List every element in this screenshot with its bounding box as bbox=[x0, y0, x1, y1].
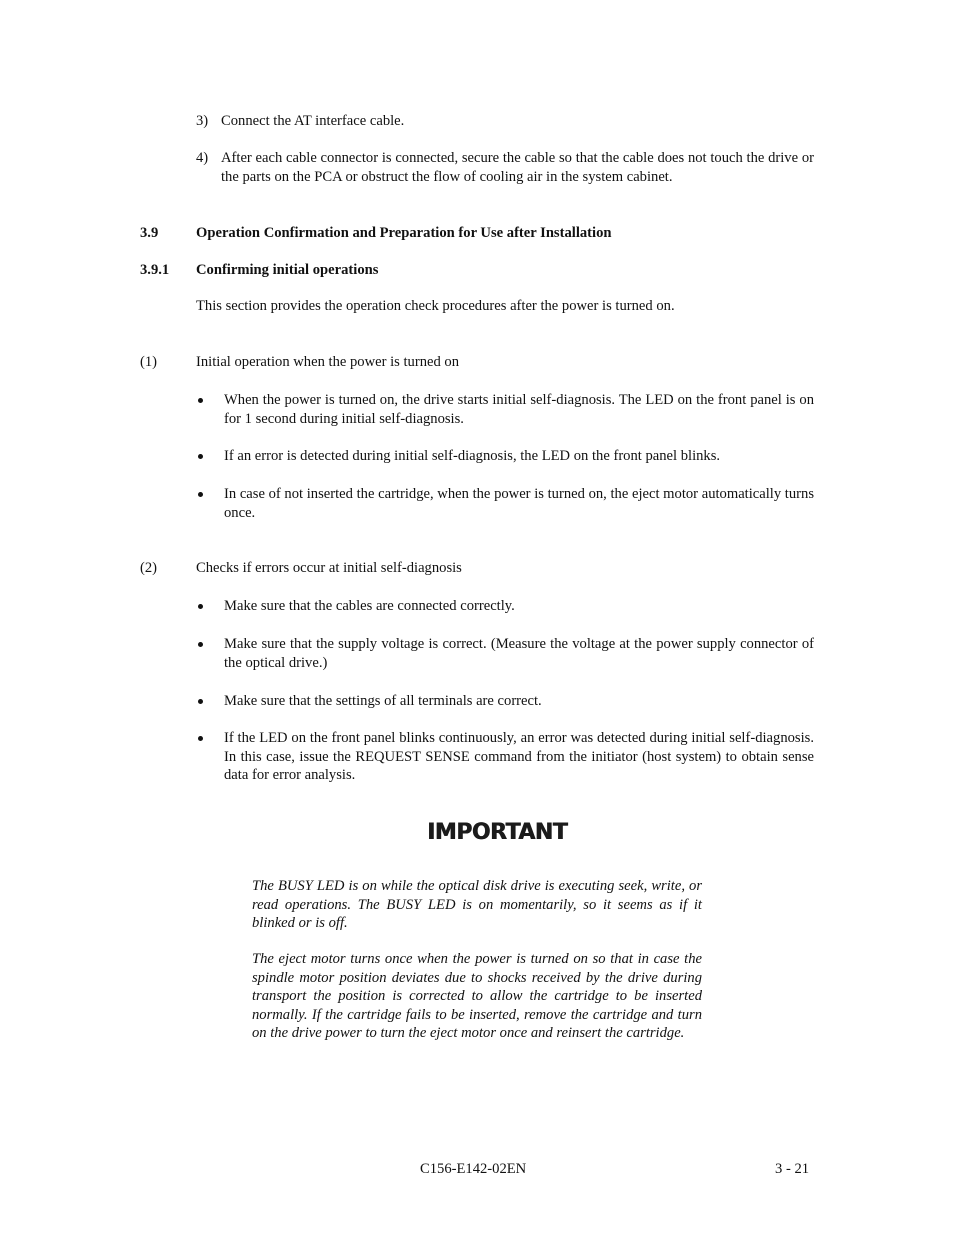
section-number: 3.9 bbox=[140, 225, 159, 241]
item-title: Initial operation when the power is turned on bbox=[196, 354, 460, 370]
item-number: (1) bbox=[140, 354, 158, 370]
bullet-text: If an error is detected during initial self-diagnosis, the LED on the front panel blinks. bbox=[224, 448, 721, 464]
bullet-text: Make sure that the settings of all terminals are correct. bbox=[224, 693, 542, 709]
important-heading: IMPORTANT bbox=[427, 820, 568, 845]
bullet-icon bbox=[198, 492, 203, 497]
step-text: After each cable connector is connected, secure the cable so that the cable does not touch the drive or the parts on the PCA or obstruct the flow of cooling air in the system cabinet. bbox=[221, 150, 814, 185]
footer-page-number: 3 - 21 bbox=[775, 1161, 810, 1177]
bullet-text: When the power is turned on, the drive starts initial self-diagnosis. The LED on the front panel is on for 1 second during initial self-diagnosis. bbox=[224, 392, 814, 427]
bullet-icon bbox=[198, 736, 203, 741]
item-title: Checks if errors occur at initial self-diagnosis bbox=[196, 560, 462, 576]
section-title: Operation Confirmation and Preparation for Use after Installation bbox=[196, 225, 612, 241]
step-text: Connect the AT interface cable. bbox=[221, 113, 405, 129]
bullet-text: In case of not inserted the cartridge, when the power is turned on, the eject motor automatically turns once. bbox=[224, 486, 814, 521]
subsection-title: Confirming initial operations bbox=[196, 262, 379, 278]
important-paragraph-2: The eject motor turns once when the power is turned on so that in case the spindle motor position deviates due to shocks received by the drive during transport the position is corrected to allow the cartridge to be inserted normally. If the cartridge fails to be inserted, remove the cartridge and turn on the drive power to turn the eject motor once and reinsert the cartridge. bbox=[252, 951, 702, 1041]
bullet-icon bbox=[198, 454, 203, 459]
bullet-icon bbox=[198, 604, 203, 609]
bullet-icon bbox=[198, 699, 203, 704]
bullet-text: If the LED on the front panel blinks continuously, an error was detected during initial self-diagnosis. In this case, issue the REQUEST SENSE command from the initiator (host system) to obtain sense data for error analysis. bbox=[224, 730, 814, 783]
bullet-text: Make sure that the supply voltage is correct. (Measure the voltage at the power supply connector of the optical drive.) bbox=[224, 636, 814, 671]
important-paragraph-1: The BUSY LED is on while the optical disk drive is executing seek, write, or read operations. The BUSY LED is on momentarily, so it seems as if it blinked or is off. bbox=[252, 878, 702, 931]
subsection-number: 3.9.1 bbox=[140, 262, 170, 278]
step-number: 3) bbox=[196, 113, 209, 129]
bullet-text: Make sure that the cables are connected correctly. bbox=[224, 598, 515, 614]
item-number: (2) bbox=[140, 560, 158, 576]
intro-paragraph: This section provides the operation check procedures after the power is turned on. bbox=[196, 298, 675, 314]
footer-doc-id: C156-E142-02EN bbox=[420, 1161, 527, 1177]
step-number: 4) bbox=[196, 150, 209, 166]
bullet-icon bbox=[198, 642, 203, 647]
bullet-icon bbox=[198, 398, 203, 403]
